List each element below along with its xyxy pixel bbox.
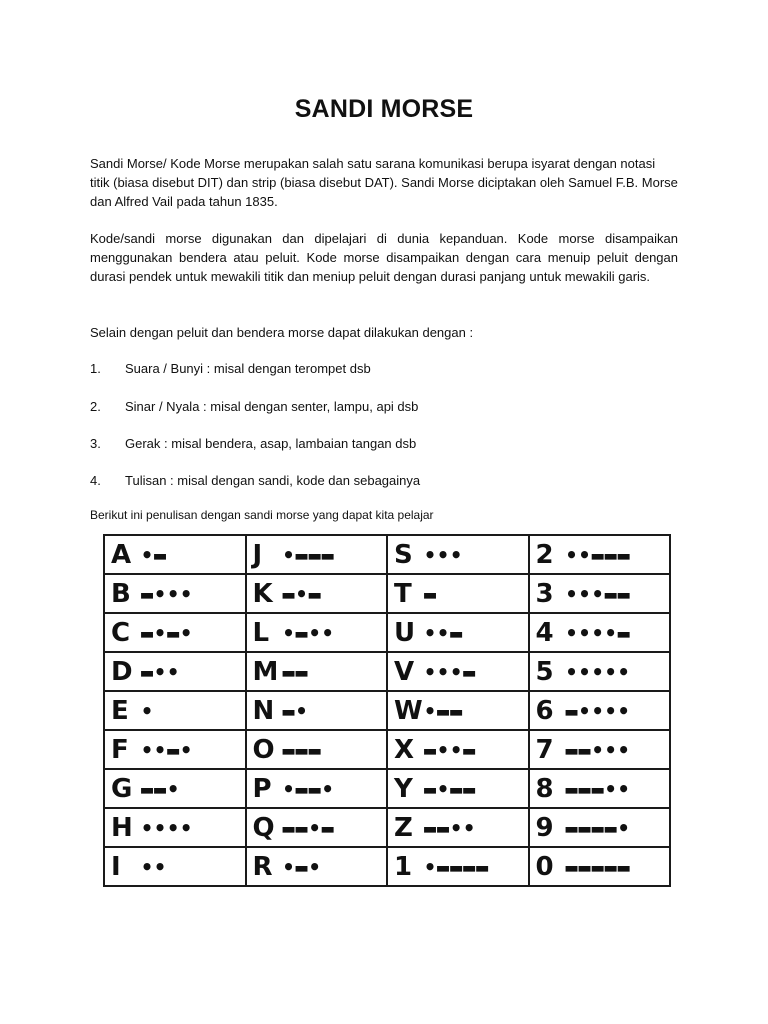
morse-table-row [104,535,670,574]
morse-table-row [104,808,670,847]
morse-cell [104,574,246,613]
morse-code: •• [141,854,168,879]
morse-character: C [111,617,131,648]
morse-character: N [252,695,275,726]
morse-code: ••••• [565,659,631,684]
morse-cell [529,847,671,886]
morse-cell [246,730,388,769]
morse-cell [246,613,388,652]
morse-character: R [252,851,273,882]
morse-code: ▬▬• [141,776,181,801]
morse-character: 7 [535,734,554,765]
morse-character: 9 [535,812,554,843]
morse-code: ••••▬ [565,620,631,645]
morse-code: ▬•▬▬ [424,776,477,801]
paragraph-definition: Sandi Morse/ Kode Morse merupakan salah satu sarana komunikasi berupa isyarat dengan notasi titik (biasa disebut DIT) dan strip (biasa disebut DAT). Sandi Morse diciptakan oleh Samuel F.B. Morse dan Alfred Vail pada tahun 1835. [90,156,678,209]
morse-code: ▬▬ [282,659,309,684]
morse-cell [104,730,246,769]
morse-character: X [394,734,415,765]
morse-character: J [252,539,263,570]
morse-cell [387,535,529,574]
morse-character: W [394,695,423,726]
morse-cell [246,574,388,613]
morse-cell [387,847,529,886]
morse-character: U [394,617,416,648]
morse-cell [387,769,529,808]
morse-character: 6 [535,695,554,726]
morse-cell [529,652,671,691]
page-title: SANDI MORSE [294,95,474,123]
morse-cell [104,808,246,847]
morse-code: •▬▬• [282,776,335,801]
list-text: Gerak : misal bendera, asap, lambaian tangan dsb [125,436,417,451]
table-intro: Berikut ini penulisan dengan sandi morse yang dapat kita pelajar [90,508,434,522]
morse-cell [387,808,529,847]
morse-code: •••• [141,815,194,840]
list-number: 4. [90,473,101,488]
paragraph-methods-intro: Selain dengan peluit dan bendera morse dapat dilakukan dengan : [90,325,474,340]
morse-code: ••• [424,542,464,567]
morse-cell [104,613,246,652]
morse-character: 5 [535,656,554,687]
morse-cell [387,691,529,730]
morse-cell [246,691,388,730]
morse-character: T [394,578,412,609]
morse-cell [387,730,529,769]
morse-cell [246,652,388,691]
morse-code: ▬•▬• [141,620,194,645]
morse-cell [246,847,388,886]
morse-cell [387,613,529,652]
morse-character: H [111,812,133,843]
morse-cell [529,730,671,769]
morse-code: ▬••▬ [424,737,477,762]
morse-code: •▬•• [282,620,335,645]
morse-code: ▬▬▬ [282,737,322,762]
morse-code: ▬ [424,581,438,606]
morse-code: ▬•▬ [282,581,322,606]
morse-code: ▬▬▬▬▬ [565,854,631,879]
morse-code: • [141,698,155,723]
morse-code: •▬▬▬▬ [424,854,490,879]
morse-cell [529,535,671,574]
morse-character: 3 [535,578,554,609]
morse-character: M [252,656,279,687]
morse-code: •••▬▬ [565,581,631,606]
morse-cell [104,535,246,574]
morse-table-row [104,613,670,652]
morse-character: Y [394,773,413,804]
morse-code: ▬• [282,698,309,723]
morse-code: ••▬ [424,620,464,645]
morse-table-row [104,574,670,613]
morse-cell [104,769,246,808]
morse-character: P [252,773,272,804]
morse-character: D [111,656,133,687]
morse-character: 4 [535,617,554,648]
morse-table-row [104,847,670,886]
morse-cell [104,652,246,691]
morse-cell [529,691,671,730]
morse-character: A [111,539,132,570]
list-text: Suara / Bunyi : misal dengan terompet dsb [125,361,371,376]
morse-code-chart-image [97,531,677,885]
morse-character: K [252,578,273,609]
morse-cell [529,808,671,847]
morse-code: •▬▬ [424,698,464,723]
morse-code: ••▬▬▬ [565,542,631,567]
morse-code: •••▬ [424,659,477,684]
morse-code: •▬ [141,542,168,567]
morse-character: Z [394,812,413,843]
morse-code: ▬▬▬•• [565,776,631,801]
morse-cell [246,535,388,574]
morse-cell [104,847,246,886]
list-number: 2. [90,399,101,414]
morse-character: I [111,851,121,882]
morse-table-row [104,652,670,691]
morse-character: G [111,773,133,804]
morse-code: ▬▬•▬ [282,815,335,840]
morse-cell [104,691,246,730]
morse-table-row [104,769,670,808]
morse-character: 2 [535,539,554,570]
morse-character: L [252,617,270,648]
morse-code-table [103,534,671,887]
morse-code: ▬•• [141,659,181,684]
morse-character: F [111,734,129,765]
morse-table-row [104,730,670,769]
list-number: 1. [90,361,101,376]
list-text: Tulisan : misal dengan sandi, kode dan sebagainya [125,473,421,488]
morse-cell [529,613,671,652]
morse-code: ▬••• [141,581,194,606]
morse-character: V [394,656,415,687]
morse-code: ▬▬••• [565,737,631,762]
morse-table-row [104,691,670,730]
morse-cell [529,769,671,808]
morse-code: ▬▬▬▬• [565,815,631,840]
morse-cell [246,808,388,847]
list-number: 3. [90,436,101,451]
morse-character: Q [252,812,275,843]
morse-character: 8 [535,773,554,804]
morse-character: S [394,539,413,570]
morse-code: ▬•••• [565,698,631,723]
paragraph-usage: Kode/sandi morse digunakan dan dipelajari di dunia kepanduan. Kode morse disampaikan menggunakan bendera atau peluit. Kode morse disampaikan dengan cara menuip peluit dengan durasi pendek untuk mewakili titik dan meniup peluit dengan durasi panjang untuk mewakili garis. [90,231,678,284]
morse-cell [529,574,671,613]
morse-character: 1 [394,851,413,882]
morse-code: ••▬• [141,737,194,762]
morse-character: O [252,734,275,765]
morse-code: •▬• [282,854,322,879]
morse-character: 0 [535,851,554,882]
morse-character: B [111,578,131,609]
morse-cell [387,652,529,691]
morse-cell [246,769,388,808]
morse-character: E [111,695,129,726]
morse-code: •▬▬▬ [282,542,335,567]
list-text: Sinar / Nyala : misal dengan senter, lampu, api dsb [125,399,419,414]
morse-code: ▬▬•• [424,815,477,840]
morse-cell [387,574,529,613]
